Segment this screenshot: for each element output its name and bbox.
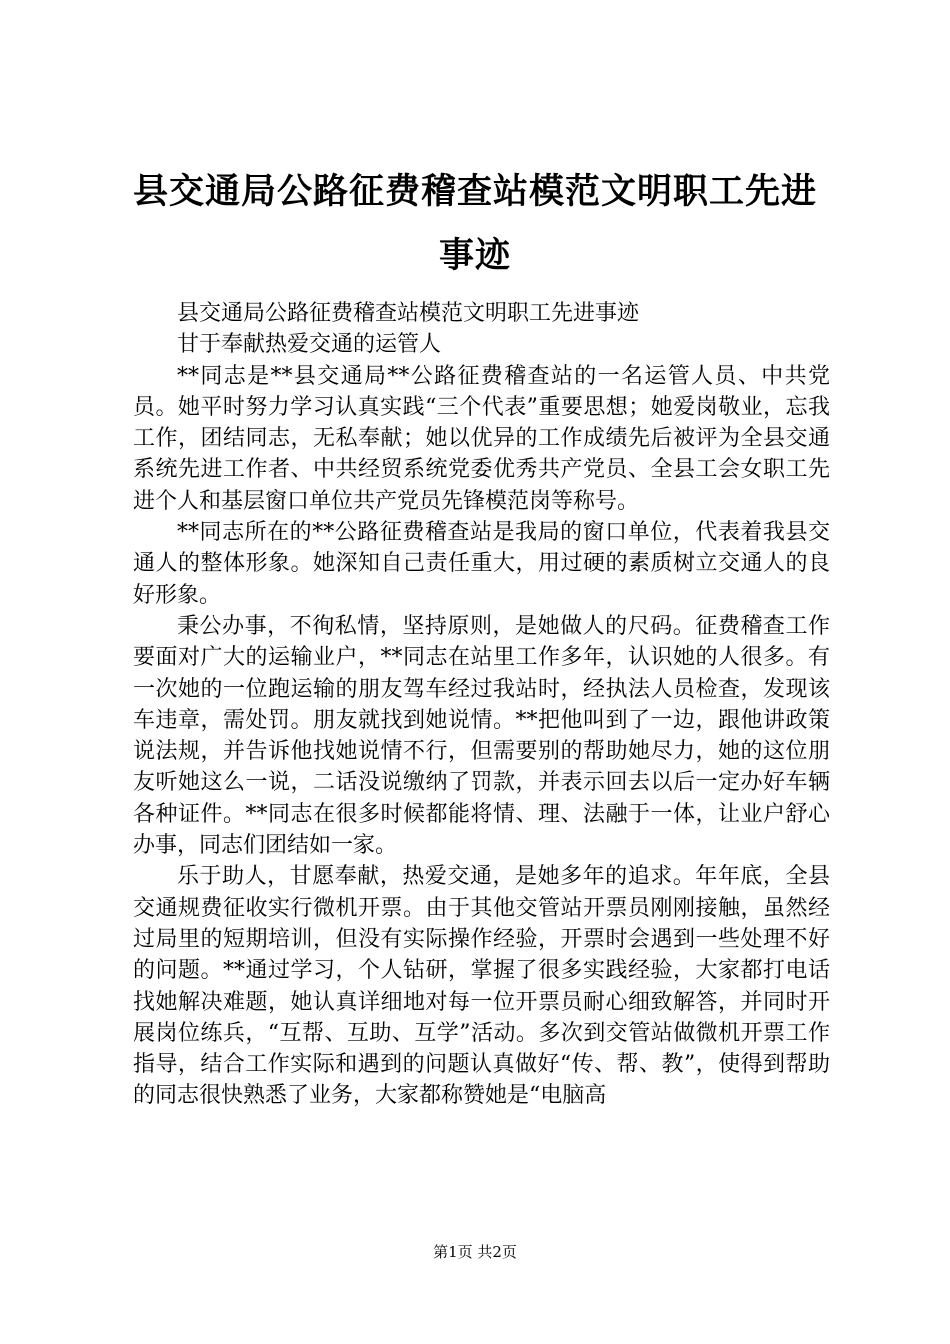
paragraph: 秉公办事，不徇私情，坚持原则，是她做人的尺码。征费稽查工作要面对广大的运输业户，**同志在站里工作多年，认识她的人很多。有一次她的一位跑运输的朋友驾车经过我站时，经执法人员检查，发现该车违章，需处罚。朋友就找到她说情。**把他叫到了一边，跟他讲政策说法规，并告诉他找她说情不行，但需要别的帮助她尽力，她的这位朋友听她这么一说，二话没说缴纳了罚款，并表示回去以后一定办好车辆各种证件。**同志在很多时候都能将情、理、法融于一体，让业户舒心办事，同志们团结如一家。: [133, 613, 830, 859]
document-title: 县交通局公路征费稽查站模范文明职工先进事迹: [132, 172, 817, 276]
paragraph: 乐于助人，甘愿奉献，热爱交通，是她多年的追求。年年底，全县交通规费征收实行微机开票。由于其他交管站开票员刚刚接触，虽然经过局里的短期培训，但没有实际操作经验，开票时会遇到一些处理不好的问题。**通过学习，个人钻研，掌握了很多实践经验，大家都打电话找她解决难题，她认真详细地对每一位开票员耐心细致解答，并同时开展岗位练兵，“互帮、互助、互学”活动。多次到交管站做微机开票工作指导，结合工作实际和遇到的问题认真做好“传、帮、教”，使得到帮助的同志很快熟悉了业务，大家都称赞她是“电脑高: [133, 864, 830, 1109]
paragraph: **同志所在的**公路征费稽查站是我局的窗口单位，代表着我县交通人的整体形象。她深知自己责任重大，用过硬的素质树立交通人的良好形象。: [133, 520, 830, 608]
document-body: [133, 298, 830, 1112]
paragraph: **同志是**县交通局**公路征费稽查站的一名运管人员、中共党员。她平时努力学习认真实践“三个代表”重要思想；她爱岗敬业，忘我工作，团结同志，无私奉献；她以优异的工作成绩先后被评为全县交通系统先进工作者、中共经贸系统党委优秀共产党员、全县工会女职工先进个人和基层窗口单位共产党员先锋模范岗等称号。: [133, 363, 830, 514]
paragraph-heading: 甘于奉献热爱交通的运管人: [177, 332, 442, 358]
page-footer: 第1页 共2页: [433, 1243, 517, 1261]
paragraph-subtitle-repeat: 县交通局公路征费稽查站模范文明职工先进事迹: [177, 301, 640, 326]
